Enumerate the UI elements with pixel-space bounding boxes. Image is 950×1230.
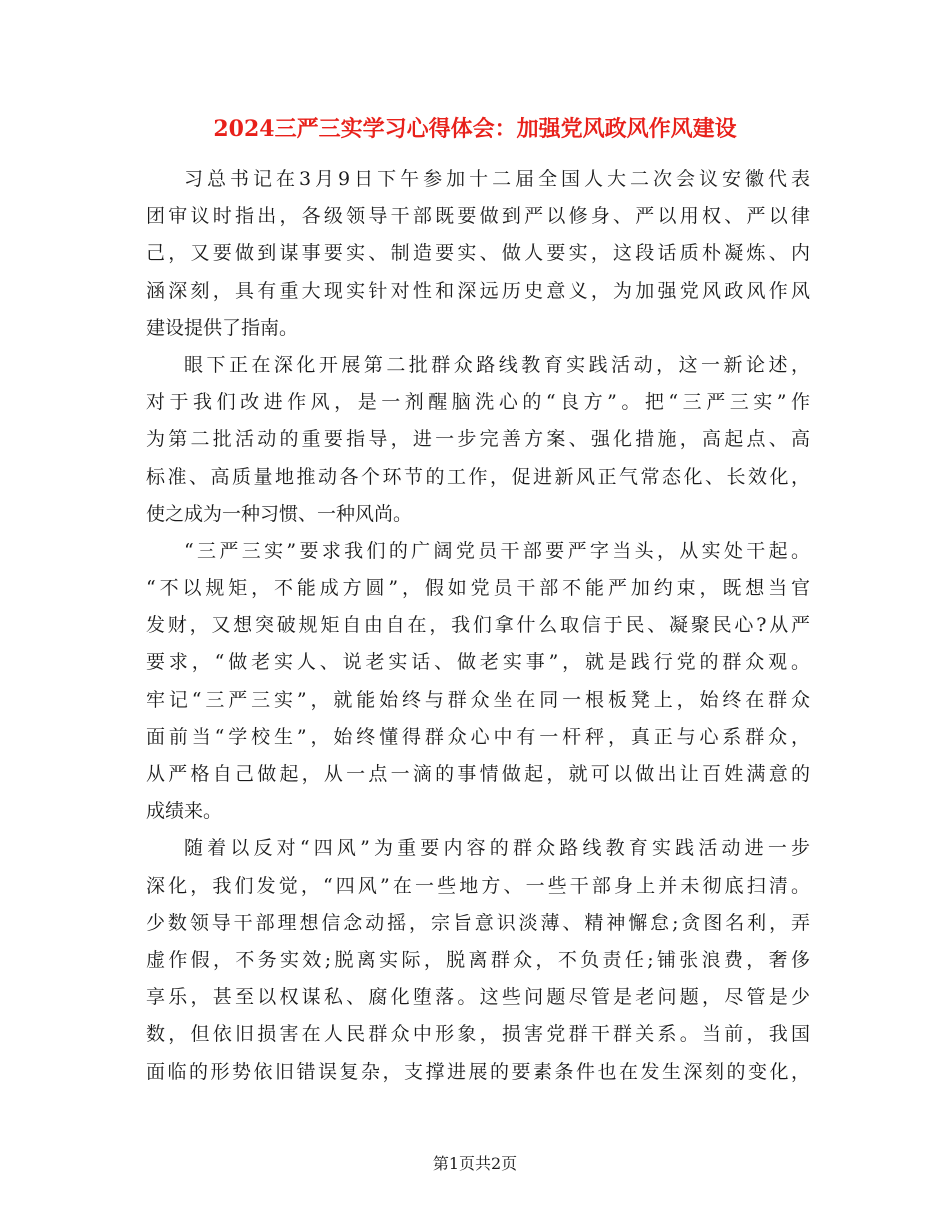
- text-line: 从严格自己做起，从一点一滴的事情做起，就可以做出让百姓满意的: [146, 763, 810, 785]
- text-line: 少数领导干部理想信念动摇，宗旨意识淡薄、精神懈怠;贪图名利，弄: [146, 911, 810, 934]
- text-line: 眼下正在深化开展第二批群众路线教育实践活动，这一新论述，: [184, 353, 810, 376]
- text-line: 团审议时指出，各级领导干部既要做到严以修身、严以用权、严以律: [146, 205, 810, 228]
- text-line: 面临的形势依旧错误复杂，支撑进展的要素条件也在发生深刻的变化，: [146, 1060, 810, 1083]
- text-line: 深化，我们发觉，“四风”在一些地方、一些干部身上并未彻底扫清。: [146, 874, 810, 897]
- text-line: 涵深刻，具有重大现实针对性和深远历史意义，为加强党风政风作风: [146, 279, 810, 302]
- document-body: [146, 161, 810, 1091]
- text-line: 随着以反对“四风”为重要内容的群众路线教育实践活动进一步: [184, 837, 810, 860]
- paragraph: [146, 830, 810, 1090]
- text-line: 要求，“做老实人、说老实话、做老实事”，就是践行党的群众观。: [146, 651, 810, 674]
- text-line: 数，但依旧损害在人民群众中形象，损害党群干群关系。当前，我国: [146, 1023, 810, 1046]
- text-line: 面前当“学校生”，始终懂得群众心中有一杆秤，真正与心系群众，: [146, 725, 810, 748]
- text-line: 牢记“三严三实”，就能始终与群众坐在同一根板凳上，始终在群众: [146, 688, 810, 711]
- paragraph: [146, 533, 810, 831]
- text-line: 享乐，甚至以权谋私、腐化堕落。这些问题尽管是老问题，尽管是少: [146, 986, 810, 1009]
- text-line: “不以规矩，不能成方圆”，假如党员干部不能严加约束，既想当官: [146, 577, 810, 600]
- text-line: 习总书记在3月9日下午参加十二届全国人大二次会议安徽代表: [184, 168, 810, 190]
- document-title: 2024三严三实学习心得体会：加强党风政风作风建设: [213, 116, 737, 142]
- text-line: 成绩来。: [146, 800, 223, 823]
- text-line: “三严三实”要求我们的广阔党员干部要严字当头，从实处干起。: [184, 539, 810, 562]
- text-line: 建设提供了指南。: [146, 316, 299, 339]
- text-line: 为第二批活动的重要指导，进一步完善方案、强化措施，高起点、高: [146, 428, 810, 451]
- text-line: 己，又要做到谋事要实、制造要实、做人要实，这段话质朴凝炼、内: [146, 242, 810, 265]
- page-number: 第1页共2页: [432, 1154, 518, 1173]
- text-line: 标准、高质量地推动各个环节的工作，促进新风正气常态化、长效化，: [146, 465, 810, 488]
- text-line: 虚作假，不务实效;脱离实际，脱离群众，不负责任;铺张浪费，奢侈: [146, 948, 810, 971]
- text-line: 对于我们改进作风，是一剂醒脑洗心的“良方”。把“三严三实”作: [146, 391, 810, 414]
- text-line: 发财，又想突破规矩自由自在，我们拿什么取信于民、凝聚民心?从严: [146, 614, 810, 637]
- paragraph: [146, 347, 810, 533]
- paragraph: [146, 161, 810, 347]
- text-line: 使之成为一种习惯、一种风尚。: [146, 502, 413, 525]
